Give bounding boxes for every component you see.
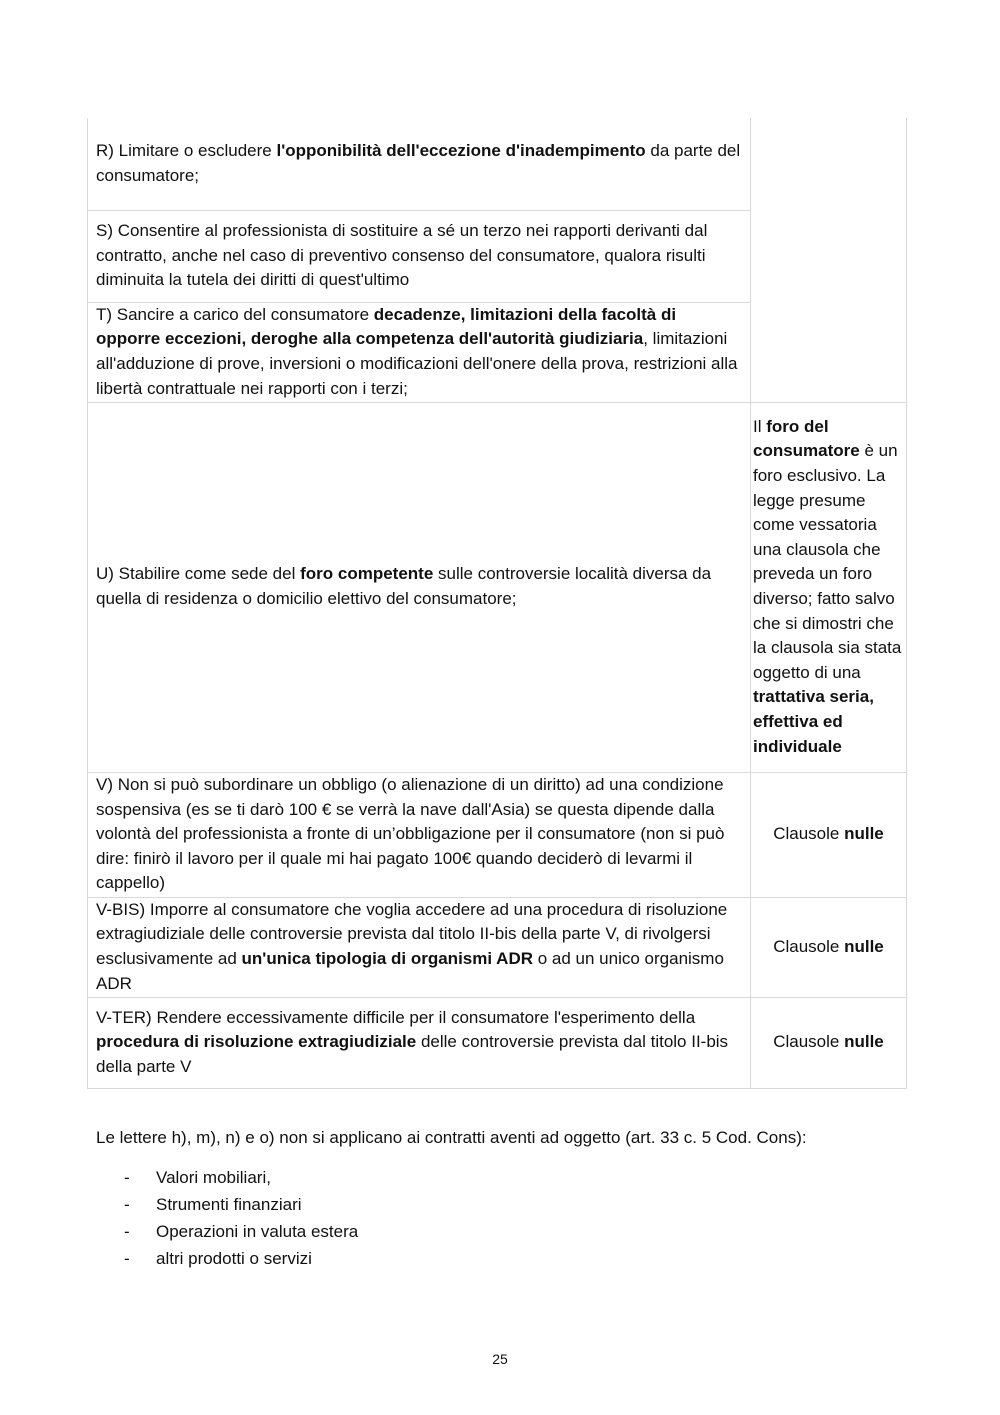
clause-text: V-BIS) Imporre al consumatore che voglia accedere ad una procedura di risoluzione extragiudiziale delle controversie prevista dal titolo II-bis della parte V, di rivolgersi esclusivamente ad <box>96 899 728 968</box>
list-dash: - <box>124 1249 130 1268</box>
clauses-table <box>87 118 907 1089</box>
clause-text: o ad un unico organismo ADR <box>96 949 724 993</box>
table-row <box>88 118 907 210</box>
clause-cell-v <box>88 772 751 897</box>
clause-bold-text: procedura di risoluzione extragiudiziale <box>96 1032 417 1052</box>
note-text: Clausole <box>773 936 845 956</box>
clause-cell-v-ter <box>88 997 751 1088</box>
note-cell-u <box>751 402 907 772</box>
clause-cell-s <box>88 210 751 302</box>
clause-cell-v-bis <box>88 897 751 997</box>
clause-text: sulle controversie località diversa da quella di residenza o domicilio elettivo del consumatore; <box>96 564 712 608</box>
note-bold-text: nulle <box>844 824 884 844</box>
clause-text: U) Stabilire come sede del <box>96 564 301 584</box>
clause-cell-t <box>88 302 751 402</box>
note-bold-text: nulle <box>844 1032 884 1052</box>
clause-text: T) Sancire a carico del consumatore <box>96 304 374 324</box>
note-text: Clausole <box>773 824 845 844</box>
table-row <box>88 402 907 772</box>
list-dash: - <box>124 1168 130 1187</box>
clause-text: R) Limitare o escludere <box>96 141 277 161</box>
list-dash: - <box>124 1195 130 1214</box>
list-item <box>120 1218 358 1245</box>
list-item <box>120 1245 358 1272</box>
list-item-text: Valori mobiliari, <box>156 1168 271 1187</box>
clause-text: , limitazioni all'adduzione di prove, inversioni o modificazioni dell'onere della prova, restrizioni alla libertà contrattuale nei rapporti con i terzi; <box>96 329 738 398</box>
list-item-text: Operazioni in valuta estera <box>156 1222 359 1241</box>
list-item-text: Strumenti finanziari <box>156 1195 302 1214</box>
clause-text: da parte del consumatore; <box>96 141 741 185</box>
note-cell-v-ter <box>751 997 907 1088</box>
exception-list <box>120 1164 358 1272</box>
list-dash: - <box>124 1222 130 1241</box>
page-number: 25 <box>492 1351 508 1367</box>
note-text: Clausole <box>773 1032 845 1052</box>
note-bold-text: trattativa seria, effettiva ed individuale <box>753 687 874 756</box>
table-row <box>88 897 907 997</box>
clause-cell-r <box>88 118 751 210</box>
clause-text: V) Non si può subordinare un obbligo (o alienazione di un diritto) ad una condizione sospensiva (es se ti darò 100 € se verrà la nave dall'Asia) se questa dipende dalla volontà del professionista a fronte di un’obbligazione per il consumatore (non si può dire: finirò il lavoro per il quale mi hai pagato 100€ quando deciderò di levarmi il cappello) <box>96 775 725 893</box>
clause-bold-text: l'opponibilità dell'eccezione d'inadempimento <box>276 141 646 161</box>
note-cell-empty <box>751 118 907 402</box>
exception-paragraph: Le lettere h), m), n) e o) non si applicano ai contratti aventi ad oggetto (art. 33 c. 5 Cod. Cons): <box>96 1128 807 1147</box>
note-cell-v <box>751 772 907 897</box>
clause-bold-text: un'unica tipologia di organismi ADR <box>241 949 534 968</box>
table-row <box>88 772 907 897</box>
clause-text: V-TER) Rendere eccessivamente difficile per il consumatore l'esperimento della <box>96 1007 696 1027</box>
clause-bold-text: decadenze, limitazioni della facoltà di opporre eccezioni, deroghe alla competenza dell'autorità giudiziaria <box>96 304 677 349</box>
list-item <box>120 1164 358 1191</box>
note-cell-v-bis <box>751 897 907 997</box>
clause-text: delle controversie prevista dal titolo II-bis della parte V <box>96 1032 729 1076</box>
note-bold-text: nulle <box>844 936 884 956</box>
clause-text: S) Consentire al professionista di sostituire a sé un terzo nei rapporti derivanti dal contratto, anche nel caso di preventivo consenso del consumatore, qualora risulti diminuita la tutela dei diritti di quest'ultimo <box>96 221 708 290</box>
clause-bold-text: foro competente <box>300 564 434 584</box>
table-row <box>88 997 907 1088</box>
list-item <box>120 1191 358 1218</box>
note-bold-text: foro del consumatore <box>753 416 860 461</box>
clause-cell-u <box>88 402 751 772</box>
list-item-text: altri prodotti o servizi <box>156 1249 312 1268</box>
note-text: è un foro esclusivo. La legge presume come vessatoria una clausola che preveda un foro diverso; fatto salvo che si dimostri che la clausola sia stata oggetto di una <box>753 441 902 682</box>
note-text: Il <box>753 416 767 436</box>
